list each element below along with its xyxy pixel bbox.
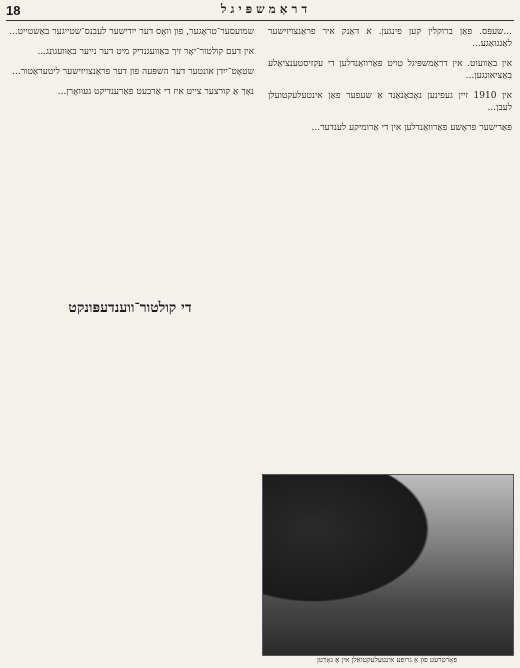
paragraph: שטאָט־ייִדן אונטער דער השפּעה פון דער פראַנצויזישער ליטעראַטור... — [12, 67, 254, 77]
paragraph: שמועסער־טראָגער, פון וואָס דער ייִדישער לעבנס־שטייגער באַשטייט... — [9, 27, 254, 37]
paragraph: פּאַרישער פראָשע פאַרוואַנדלען אין די אַרומיקע לענדער... — [311, 123, 512, 133]
right-column — [268, 26, 512, 446]
page-number: 18 — [6, 3, 21, 18]
running-title: דראַמשפּיגל — [220, 2, 312, 16]
photo-caption: פּאָרטרעט פון אַ גרופּע אינטעלעקטואַלן אין אַ גאָרטן — [316, 656, 458, 664]
paragraph: ...שעפּס. פאַן ברוקלין קען פינגען. א דאַנק איר פראַנצויזישער לאַנגואַגע... — [268, 27, 512, 49]
paragraph: אין באַוועוט. אין דראַמשפּיגל טויט פאַרוואַנדלען די עקזיסטענציאַלע באַציאונגען... — [268, 59, 512, 81]
left-column — [6, 26, 254, 626]
photograph — [262, 474, 514, 656]
paragraph: נאָך אַ קורצער צייט איז די אַרבעט פאַרענדיקט געוואָרן... — [57, 87, 254, 97]
paragraph: אין 1910 זיין געפינען נאָכאַנאַנד אַ שעפער פאַן אינטעלעקטועלן לעבן... — [268, 91, 512, 113]
page-header — [6, 2, 514, 21]
paragraph: אין דעם קולטור־יאָר זיך באַוועגנדיק מיט דער נייער באַוועגונג... — [37, 47, 254, 57]
section-heading: די קולטור־ווענדעפּונקט — [68, 300, 192, 316]
